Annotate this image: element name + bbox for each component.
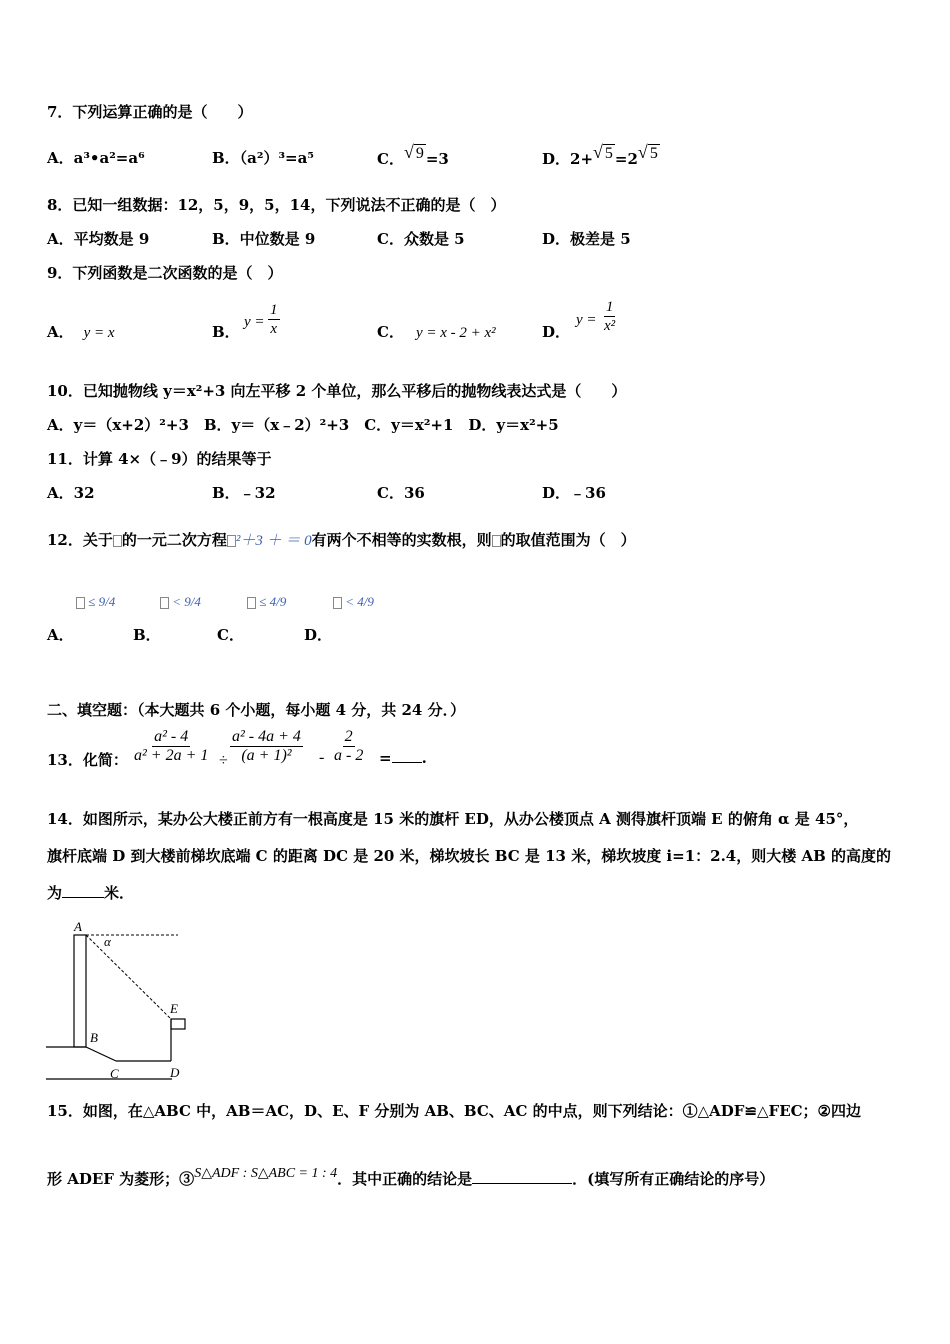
label-c: C [110,1066,119,1081]
q11-option-c: C．36 [377,484,425,502]
q14-line-1: 14．如图所示，某办公大楼正前方有一根高度是 15 米的旗杆 ED，从办公楼顶点 A 测得旗杆顶端 E 的俯角 α 是 45°， [47,810,859,828]
q12-expr-a: ≤ 9/4 [76,592,115,612]
q7-option-a: A．a³•a²=a⁶ [47,149,145,167]
placeholder-box-icon [333,597,342,609]
q9-option-c: C． y = x - 2 + x² [377,323,496,341]
q7-option-b: B．（a²）³=a⁵ [212,149,314,167]
q9-option-a: A． y = x [47,323,115,341]
q13-op-minus: - [319,749,325,766]
q15-line-1: 15．如图，在△ABC 中，AB＝AC，D、E、F 分别为 AB、BC、AC 的中点，则下列结论：①△ADF≌△FEC；②四边 [47,1102,862,1120]
q13-fraction-2: $\frac{\text{a² - 4a + 4}}{\text{(a + 1)²}}$ [232,728,301,764]
answer-blank[interactable] [472,1183,572,1184]
q8-option-a: A．平均数是 9 [47,230,150,248]
q14-figure [40,915,200,1085]
placeholder-box-icon [492,535,501,547]
q12-option-c: C． [217,626,244,644]
placeholder-box-icon [227,535,236,547]
q12-option-d: D． [304,626,333,644]
q8-option-c: C．众数是 5 [377,230,465,248]
placeholder-box-icon [160,597,169,609]
q13-answer: = . [379,749,427,767]
label-a: A [74,919,82,934]
q9-stem: 9．下列函数是二次函数的是（ ） [47,264,283,282]
q7-option-c: C．√ 9 =3 [377,142,449,168]
sight-line-ae [86,935,171,1019]
placeholder-box-icon [76,597,85,609]
section-2-heading: 二、填空题：（本大题共 6 个小题，每小题 4 分，共 24 分．） [47,701,466,719]
q12-expr-c: ≤ 4/9 [247,592,286,612]
building-ab [74,935,86,1047]
q8-option-b: B．中位数是 9 [212,230,316,248]
q14-line-3: 为 米． [47,884,135,902]
q13-fraction-1: $\frac{\text{a² - 4}}{\text{a² + 2a + 1}}$ [134,728,209,764]
q15-line-2: 形 ADEF 为菱形；③S△ADF : S△ABC = 1 : 4．其中正确的结论是 ．(填写所有正确结论的序号） [47,1166,775,1188]
q12-expr-b: < 9/4 [160,592,201,612]
q12-expr-d: < 4/9 [333,592,374,612]
q13-op-divide: ÷ [219,752,228,769]
q7-option-d: D．2+√ 5 =2√ 5 [542,142,658,168]
label-b: B [90,1030,98,1045]
q8-stem: 8．已知一组数据：12，5，9，5，14，下列说法不正确的是（ ） [47,196,506,214]
q8-option-d: D．极差是 5 [542,230,631,248]
q10-options: A．y＝（x+2）²+3 B．y＝（x﹣2）²+3 C．y＝x²+1 D．y＝x²+5 [47,416,559,434]
answer-blank[interactable] [62,897,104,898]
q14-line-2: 旗杆底端 D 到大楼前梯坎底端 C 的距离 DC 是 20 米，梯坎坡长 BC 是 13 米，梯坎坡度 i=1：2.4，则大楼 AB 的高度的 [47,847,891,865]
q12-stem: 12．关于 的一元二次方程 ²＋3 ＋ ＝ 0有两个不相等的实数根，则 的取值范围为（ ） [47,531,636,549]
q13-fraction-3: $\frac{2}{a - 2}$ [334,728,364,764]
label-alpha: α [104,934,111,949]
q15-ratio: S△ADF : S△ABC = 1 : 4 [194,1166,338,1181]
q11-option-a: A．32 [47,484,95,502]
q11-option-b: B．﹣32 [212,484,276,502]
q12-equation: ²＋3 ＋ ＝ 0 [235,533,312,549]
q11-option-d: D．﹣36 [542,484,606,502]
q12-option-b: B． [133,626,161,644]
q7-stem: 7．下列运算正确的是（ ） [47,103,253,121]
q11-stem: 11．计算 4×（﹣9）的结果等于 [47,450,272,468]
flag [171,1019,185,1029]
label-d: D [170,1065,180,1080]
label-e: E [170,1001,178,1016]
q13-label: 13．化简： [47,751,128,769]
placeholder-box-icon [113,535,122,547]
q10-stem: 10．已知抛物线 y＝x²+3 向左平移 2 个单位，那么平移后的抛物线表达式是（ ） [47,382,627,400]
slope-bc [86,1047,116,1061]
answer-blank[interactable] [392,762,422,763]
placeholder-box-icon [247,597,256,609]
q12-option-a: A． [47,626,74,644]
